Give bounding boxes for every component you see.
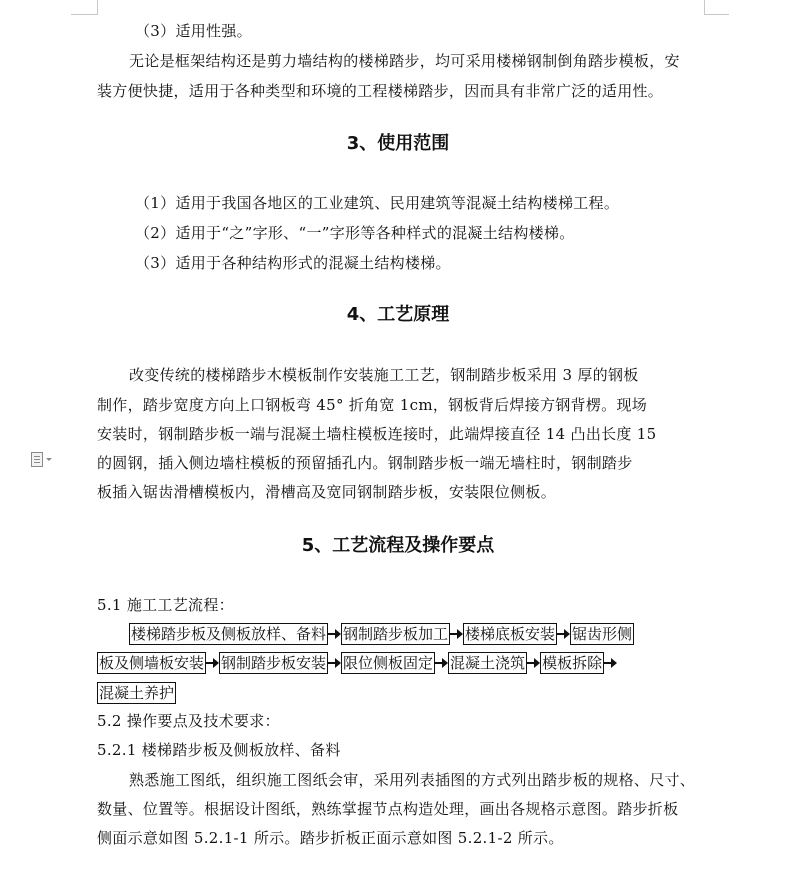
flow-step: 钢制踏步板加工 bbox=[343, 625, 449, 643]
flow-step: 混凝土养护 bbox=[99, 684, 175, 702]
process-flow-row-3 bbox=[97, 682, 176, 704]
paragraph-line: 数量、位置等。根据设计图纸，熟练掌握节点构造处理，画出各规格示意图。踏步折板 bbox=[97, 800, 679, 818]
arrow-right-icon bbox=[527, 653, 540, 673]
flow-step: 限位侧板固定 bbox=[343, 654, 434, 672]
subsection-title: 5.2 操作要点及技术要求： bbox=[97, 712, 280, 730]
paragraph-line: 装方便快捷，适用于各种类型和环境的工程楼梯踏步，因而具有非常广泛的适用性。 bbox=[97, 82, 664, 100]
arrow-right-icon bbox=[450, 624, 463, 644]
document-options-icon[interactable] bbox=[31, 452, 53, 466]
flow-step: 钢制踏步板安装 bbox=[221, 654, 327, 672]
paragraph-line: 改变传统的楼梯踏步木模板制作安装施工工艺，钢制踏步板采用 3 厚的钢板 bbox=[129, 366, 639, 384]
chevron-down-icon bbox=[46, 458, 52, 461]
arrow-right-icon bbox=[328, 653, 341, 673]
paragraph-line: 熟悉施工图纸，组织施工图纸会审，采用列表插图的方式列出踏步板的规格、尺寸、 bbox=[129, 771, 696, 789]
arrow-right-icon bbox=[328, 624, 341, 644]
paragraph-line: 的圆钢，插入侧边墙柱模板的预留插孔内。钢制踏步板一端无墙柱时，钢制踏步 bbox=[97, 454, 633, 472]
flow-step: 楼梯底板安装 bbox=[465, 625, 556, 643]
paragraph-line: （3）适用性强。 bbox=[135, 22, 252, 40]
flow-step: 锯齿形侧 bbox=[572, 625, 633, 643]
flow-step: 楼梯踏步板及侧板放样、备料 bbox=[131, 625, 327, 643]
subsection-title: 5.2.1 楼梯踏步板及侧板放样、备料 bbox=[97, 741, 341, 759]
flow-step: 混凝土浇筑 bbox=[450, 654, 526, 672]
arrow-right-icon bbox=[557, 624, 570, 644]
section-heading-process-flow: 5、工艺流程及操作要点 bbox=[301, 535, 495, 556]
section-heading-process-principle: 4、工艺原理 bbox=[346, 304, 450, 325]
subsection-title: 5.1 施工工艺流程： bbox=[97, 596, 234, 614]
paragraph-line: 制作，踏步宽度方向上口钢板弯 45° 折角宽 1cm，钢板背后焊接方钢背楞。现场 bbox=[97, 396, 648, 414]
arrow-right-icon bbox=[435, 653, 448, 673]
list-item: （1）适用于我国各地区的工业建筑、民用建筑等混凝土结构楼梯工程。 bbox=[135, 194, 620, 212]
flow-step: 板及侧墙板安装 bbox=[99, 654, 205, 672]
section-heading-usage-scope: 3、使用范围 bbox=[346, 133, 450, 154]
paragraph-line: 板插入锯齿滑槽模板内，滑槽高及宽同钢制踏步板，安装限位侧板。 bbox=[97, 483, 557, 501]
process-flow-row-2 bbox=[97, 652, 617, 674]
list-item: （3）适用于各种结构形式的混凝土结构楼梯。 bbox=[135, 254, 451, 272]
arrow-right-icon bbox=[604, 653, 617, 673]
paragraph-line: 安装时，钢制踏步板一端与混凝土墙柱模板连接时，此端焊接直径 14 凸出长度 15 bbox=[97, 425, 657, 443]
paragraph-line: 侧面示意如图 5.2.1-1 所示。踏步折板正面示意如图 5.2.1-2 所示。 bbox=[97, 829, 564, 847]
page-corner-mark-top-right bbox=[704, 0, 729, 15]
list-item: （2）适用于“之”字形、“一”字形等各种样式的混凝土结构楼梯。 bbox=[135, 224, 575, 242]
process-flow-row-1 bbox=[129, 623, 634, 645]
paragraph-line: 无论是框架结构还是剪力墙结构的楼梯踏步，均可采用楼梯钢制倒角踏步模板，安 bbox=[129, 52, 680, 70]
page-corner-mark-top-left bbox=[71, 0, 98, 15]
flow-step: 模板拆除 bbox=[542, 654, 603, 672]
arrow-right-icon bbox=[206, 653, 219, 673]
